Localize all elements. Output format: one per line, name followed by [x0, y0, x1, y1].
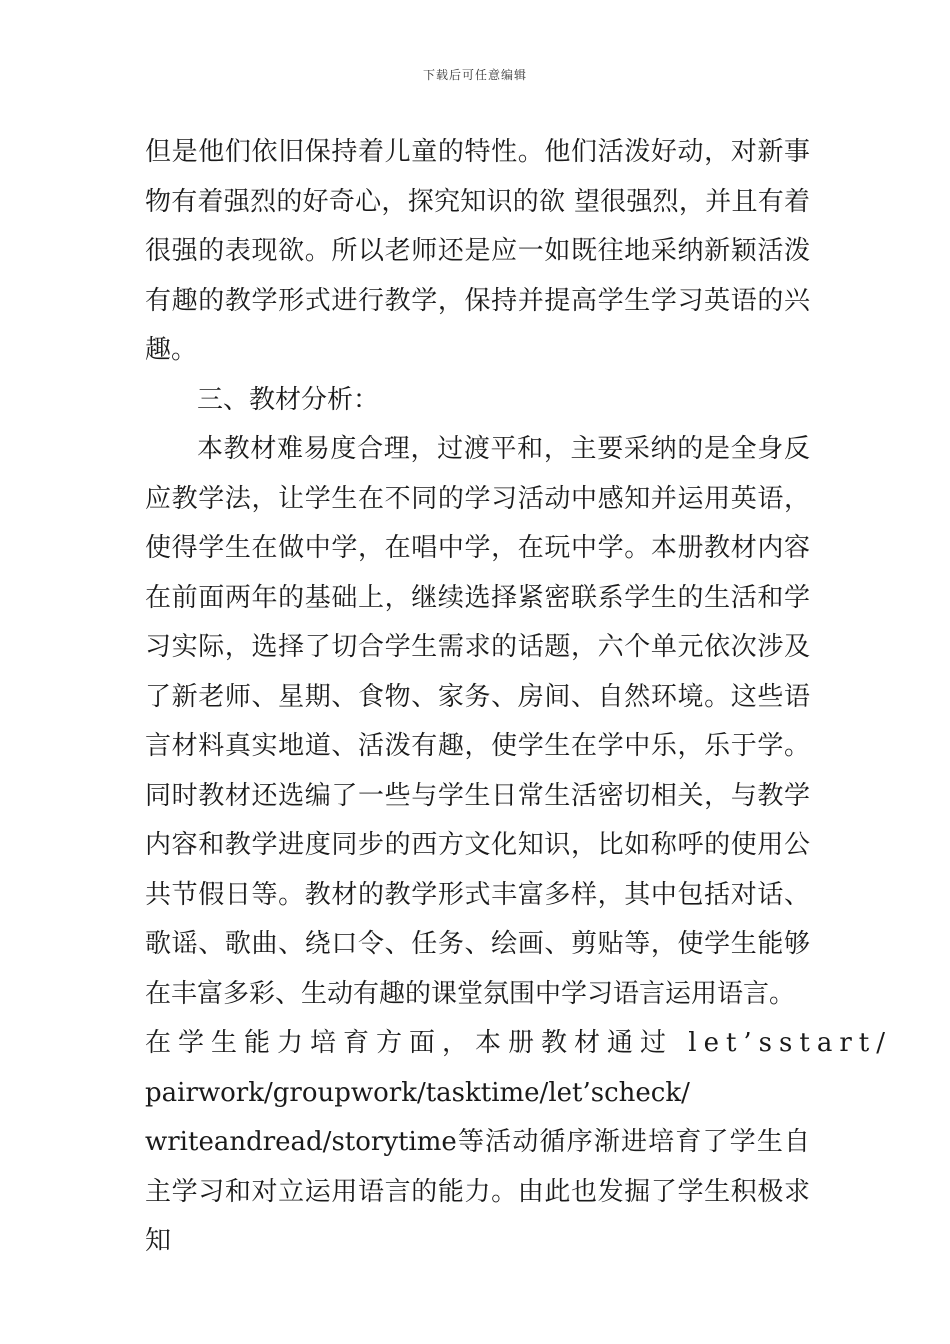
paragraph-textbook-analysis: 本教材难易度合理，过渡平和，主要采纳的是全身反应教学法，让学生在不同的学习活动中感知并运用英语，使得学生在做中学，在唱中学，在玩中学。本册教材内容在前面两年的基础上，继续选择紧密联系学生的生活和学习实际，选择了切合学生需求的话题，六个单元依次涉及了新老师、星期、食物、家务、房间、自然环境。这些语言材料真实地道、活泼有趣，使学生在学中乐，乐于学。同时教材还选编了一些与学生日常生活密切相关，与教学内容和教学进度同步的西方文化知识，比如称呼的使用公共节假日等。教材的教学形式丰富多样，其中包括对话、歌谣、歌曲、绕口令、任务、绘画、剪贴等，使学生能够在丰富多彩、生动有趣的课堂氛围中学习语言运用语言。 — [145, 434, 810, 1009]
paragraph-ability-line-2: pairwork/groupwork/tasktime/let’scheck/ — [145, 1077, 690, 1108]
document-body — [145, 128, 892, 1267]
section-heading-textbook-analysis: 三、教材分析： — [197, 384, 380, 415]
page-header-note: 下载后可任意编辑 — [422, 68, 527, 82]
paragraph-ability-line-3: writeandread/storytime等活动循序渐进培育了学生自主学习和对立运用语言的能力。由此也发掘了学生积极求知 — [145, 1127, 810, 1256]
paragraph-student-traits: 但是他们依旧保持着儿童的特性。他们活泼好动，对新事物有着强烈的好奇心，探究知识的欲 望很强烈，并且有着很强的表现欲。所以老师还是应一如既往地采纳新颖活泼有趣的教学形式进行教学，保持并提高学生学习英语的兴趣。 — [145, 137, 810, 365]
paragraph-ability-line-1: 在学生能力培育方面，本册教材通过 let’sstart/ — [145, 1028, 892, 1058]
